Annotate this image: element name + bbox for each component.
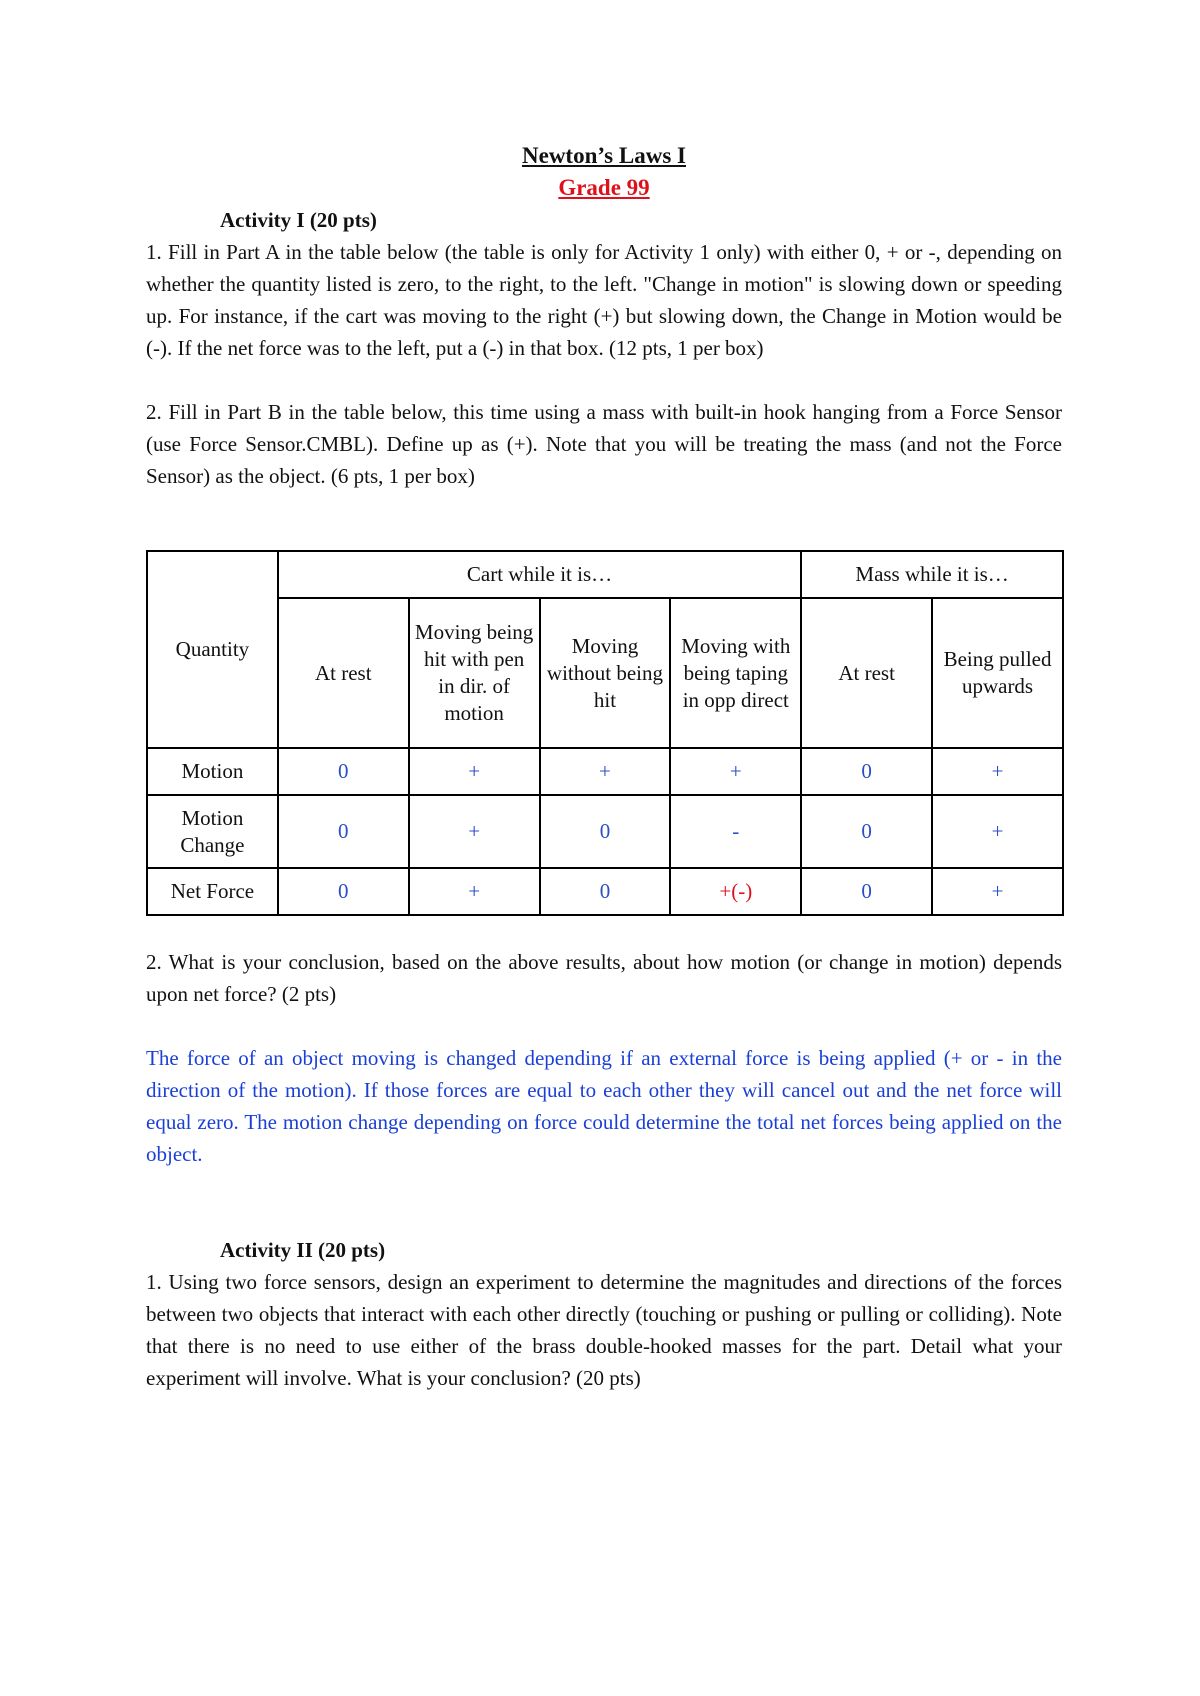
table-cell: 0 (278, 795, 409, 868)
activity2-question1: 1. Using two force sensors, design an experiment to determine the magnitudes and directions of the forces between two objects that interact with each other directly (touching or pushing or pulling or colliding). Note that there is no need to use either of the brass double-hooked masses for the part. Detail what your experiment will involve. What is your conclusion? (20 pts) (146, 1270, 1062, 1390)
row-label: Motion Change (147, 795, 278, 868)
column-header: Being pulled upwards (932, 598, 1063, 748)
table-row (147, 795, 1063, 868)
table-cell: + (670, 748, 801, 795)
table-cell: + (932, 748, 1063, 795)
mass-header: Mass while it is… (801, 551, 1063, 598)
cart-header: Cart while it is… (278, 551, 801, 598)
column-header: Moving without being hit (540, 598, 671, 748)
row-label: Net Force (147, 868, 278, 915)
table-cell: - (670, 795, 801, 868)
table-cell: + (932, 868, 1063, 915)
answer-text: The force of an object moving is changed depending if an external force is being applied (+ or - in the direction of the motion). If those forces are equal to each other they will cancel out and the net force will equal zero. The motion change depending on force could determine the total net forces being applied on the object. (146, 1046, 1062, 1166)
table-cell: + (409, 795, 540, 868)
activity1-heading: Activity I (20 pts) (220, 208, 377, 232)
table-cell: +(-) (670, 868, 801, 915)
document-page (146, 140, 1062, 1394)
column-header: Moving being hit with pen in dir. of motion (409, 598, 540, 748)
table-cell: + (932, 795, 1063, 868)
table-cell: + (409, 868, 540, 915)
table-cell: 0 (278, 868, 409, 915)
document-title: Newton’s Laws I (522, 143, 686, 168)
table-cell: 0 (801, 868, 932, 915)
table-cell: + (540, 748, 671, 795)
results-table (146, 550, 1064, 916)
activity1-question1: 1. Fill in Part A in the table below (the table is only for Activity 1 only) with either 0, + or -, depending on whether the quantity listed is zero, to the right, to the left. "Change in motion" is slowing down or speeding up. For instance, if the cart was moving to the right (+) but slowing down, the Change in Motion would be (-). If the net force was to the left, put a (-) in that box. (12 pts, 1 per box) (146, 240, 1062, 360)
table-cell: 0 (278, 748, 409, 795)
quantity-header: Quantity (147, 551, 278, 748)
activity2-heading: Activity II (20 pts) (220, 1238, 386, 1262)
table-cell: 0 (540, 795, 671, 868)
column-header: At rest (278, 598, 409, 748)
row-label: Motion (147, 748, 278, 795)
table-cell: 0 (801, 795, 932, 868)
table-cell: + (409, 748, 540, 795)
table-row (147, 748, 1063, 795)
table-row (147, 868, 1063, 915)
column-header: At rest (801, 598, 932, 748)
table-cell: 0 (801, 748, 932, 795)
table-cell: 0 (540, 868, 671, 915)
grade-label: Grade 99 (558, 175, 650, 200)
activity1-question2: 2. Fill in Part B in the table below, this time using a mass with built-in hook hanging from a Force Sensor (use Force Sensor.CMBL). Define up as (+). Note that you will be treating the mass (and not the Force Sensor) as the object. (6 pts, 1 per box) (146, 400, 1062, 488)
activity1-question3: 2. What is your conclusion, based on the above results, about how motion (or change in motion) depends upon net force? (2 pts) (146, 950, 1062, 1006)
column-header: Moving with being taping in opp direct (670, 598, 801, 748)
